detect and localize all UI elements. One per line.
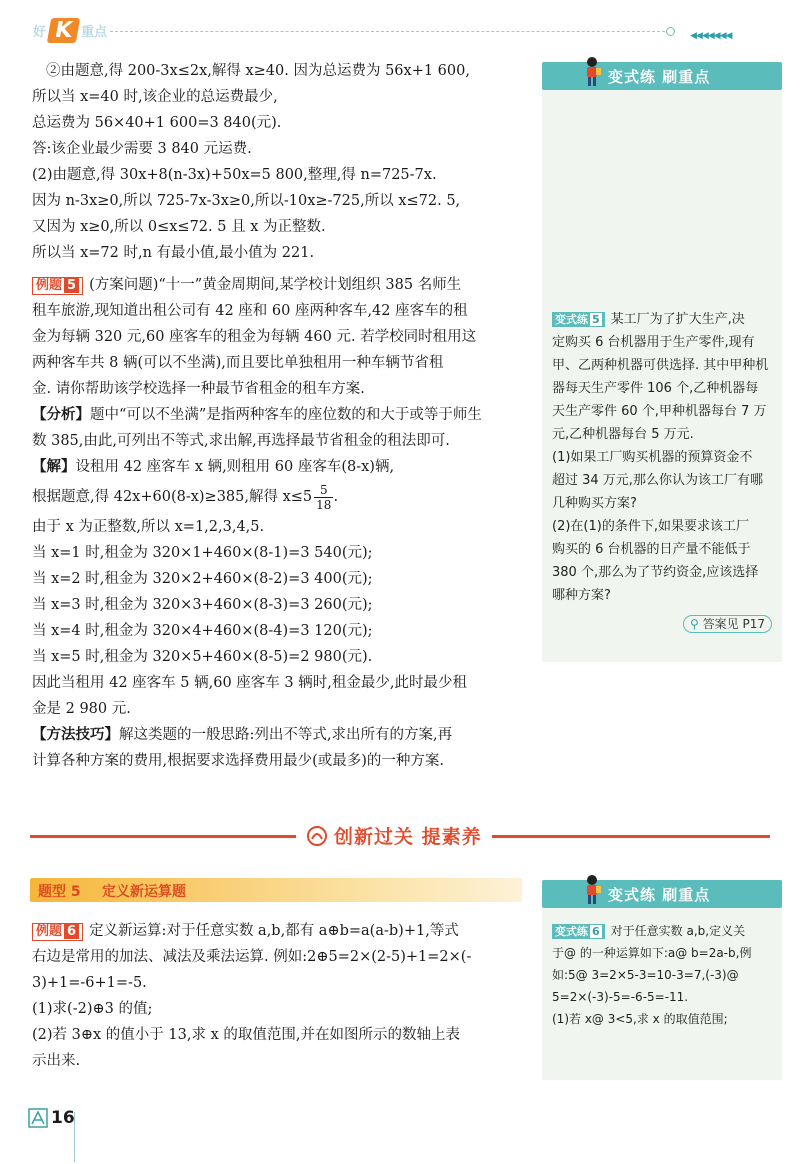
side-panel-variant-6 [542, 880, 782, 1080]
side-panel-title: 变式练 刷重点 [608, 886, 711, 904]
side-panel-title: 变式练 刷重点 [608, 68, 711, 86]
text-line: 如:5@ 3=2×5-3=10-3=7,(-3)@ [552, 968, 739, 982]
text-line: 答:该企业最少需要 3 840 元运费. [32, 141, 252, 157]
text-line: (1)如果工厂购买机器的预算资金不 [552, 450, 753, 465]
answer-reference-badge[interactable]: ⚲ 答案见 P17 [683, 615, 772, 633]
text-line: 购买的 6 台机器的日产量不能低于 [552, 542, 751, 557]
header-dashed-line [110, 31, 670, 32]
text-line: 租车旅游,现知道出租公司有 42 座和 60 座两种客车,42 座客车的租 [32, 303, 468, 319]
text-line: (2)由题意,得 30x+8(n-3x)+50x=5 800,整理,得 n=725-7x. [32, 167, 437, 183]
method-label: 【方法技巧】 [32, 726, 119, 743]
text-line: 因为 n-3x≥0,所以 725-7x-3x≥0,所以-10x≥-725,所以 x≤72. 5, [32, 193, 461, 209]
text-line: 所以当 x=40 时,该企业的总运费最少, [32, 89, 278, 105]
text-line: 所以当 x=72 时,n 有最小值,最小值为 221. [32, 245, 315, 261]
text-line: (2)在(1)的条件下,如果要求该工厂 [552, 519, 749, 534]
text-line: 甲、乙两种机器可供选择. 其中甲种机 [552, 358, 769, 373]
page-badge-icon [28, 1108, 48, 1128]
pin-icon: ⚲ [690, 617, 699, 631]
logo-letter: K [47, 18, 80, 43]
text-line: 当 x=3 时,租金为 320×3+460×(8-3)=3 260(元); [32, 597, 373, 613]
text-line: 几种购买方案? [552, 496, 637, 511]
text-line: (1)求(-2)⊕3 的值; [32, 1001, 153, 1017]
text-line: 器每天生产零件 106 个,乙种机器每 [552, 381, 759, 396]
text-line: 定购买 6 台机器用于生产零件,现有 [552, 335, 755, 350]
text-line: 5=2×(-3)-5=-6-5=-11. [552, 990, 689, 1004]
text-line: ②由题意,得 200-3x≤2x,解得 x≥40. 因为总运费为 56x+1 600, [46, 63, 470, 79]
analysis-label: 【分析】 [32, 406, 90, 423]
side-panel-header [542, 62, 782, 90]
side-panel-variant-5 [542, 62, 782, 662]
text-line: 又因为 x≥0,所以 0≤x≤72. 5 且 x 为正整数. [32, 219, 326, 235]
text-line: 由于 x 为正整数,所以 x=1,2,3,4,5. [32, 519, 265, 535]
text-line: 于@ 的一种运算如下:a@ b=2a-b,例 [552, 946, 752, 960]
logo-left-text: 好 [33, 24, 47, 40]
method-section [32, 722, 532, 748]
page-number-text: 16 [51, 1108, 75, 1128]
text-line: (1)若 x@ 3<5,求 x 的取值范围; [552, 1012, 728, 1026]
solution-section [32, 454, 532, 480]
solution-label: 【解】 [32, 458, 76, 475]
variant-tag: 变式练 5 [552, 312, 605, 327]
text-line: 因此当租用 42 座客车 5 辆,60 座客车 3 辆时,租金最少,此时最少租 [32, 675, 467, 691]
student-figure-icon [582, 56, 602, 88]
page-header [0, 0, 800, 48]
variant-5-heading [552, 308, 772, 331]
text-line: 根据题意,得 42x+60(8-x)≥385,解得 x≤5 [32, 489, 313, 505]
main-content [32, 58, 532, 774]
innovation-icon [306, 825, 328, 847]
text-line: 示出来. [32, 1053, 81, 1069]
variant-6-heading [552, 920, 772, 942]
question-type-bar [30, 878, 522, 902]
text-line: 计算各种方案的费用,根据要求选择费用最少(或最多)的一种方案. [32, 753, 445, 769]
text-line: 某工厂为了扩大生产,决 [610, 312, 745, 327]
text-line: 380 个,那么为了节约资金,应该选择 [552, 565, 759, 580]
question-type-label: 题型 5 [38, 884, 81, 900]
example-tag: 例题 5 [32, 277, 83, 295]
student-figure-icon [582, 874, 602, 906]
answer-ref-row [552, 613, 772, 636]
example-6-heading [32, 918, 532, 944]
text-line: 设租用 42 座客车 x 辆,则租用 60 座客车(8-x)辆, [75, 459, 395, 475]
fraction: $\frac{5}{18}$ [316, 482, 332, 512]
example-5-heading [32, 272, 532, 298]
text-line: 元,乙种机器每台 5 万元. [552, 427, 694, 442]
text-line: 两种客车共 8 辆(可以不坐满),而且要比单独租用一种车辆节省租 [32, 355, 444, 371]
text-line: 对于任意实数 a,b,定义关 [610, 924, 746, 938]
text-line: 金. 请你帮助该学校选择一种最节省租金的租车方案. [32, 381, 365, 397]
text-line: (方案问题)“十一”黄金周期间,某学校计划组织 385 名师生 [89, 277, 462, 293]
brand-logo [30, 18, 110, 42]
text-line: 3)+1=-6+1=-5. [32, 975, 147, 991]
logo-right-text: 重点 [81, 24, 108, 40]
text-line: 金是 2 980 元. [32, 701, 131, 717]
side-panel-body [542, 90, 782, 644]
divider-title: 创新过关 提素养 [334, 826, 482, 848]
example-tag: 例题 6 [32, 923, 83, 941]
text-line: 当 x=4 时,租金为 320×4+460×(8-4)=3 120(元); [32, 623, 373, 639]
side-panel-header [542, 880, 782, 908]
analysis-section [32, 402, 532, 428]
page-corner-line [74, 1112, 75, 1162]
text-line: (2)若 3⊕x 的值小于 13,求 x 的取值范围,并在如图所示的数轴上表 [32, 1027, 460, 1043]
page-number [28, 1108, 75, 1128]
section-divider-label [296, 822, 492, 849]
text-line: 哪种方案? [552, 588, 611, 603]
solution-fraction-line [32, 480, 532, 514]
text-line: 解这类题的一般思路:列出不等式,求出所有的方案,再 [119, 727, 453, 743]
text-line: 数 385,由此,可列出不等式,求出解,再选择最节省租金的租法即可. [32, 433, 450, 449]
text-punct: . [333, 489, 339, 505]
variant-tag: 变式练 6 [552, 924, 605, 939]
text-line: 超过 34 万元,那么你认为该工厂有哪 [552, 473, 763, 488]
text-line: 右边是常用的加法、减法及乘法运算. 例如:2⊕5=2×(2-5)+1=2×(- [32, 949, 472, 965]
text-line: 金为每辆 320 元,60 座客车的租金为每辆 460 元. 若学校同时租用这 [32, 329, 477, 345]
question-type-title: 定义新运算题 [102, 884, 186, 900]
example-6-content [32, 918, 532, 1074]
header-dot-icon [666, 27, 675, 36]
side-panel-body [542, 908, 782, 1038]
text-line: 当 x=1 时,租金为 320×1+460×(8-1)=3 540(元); [32, 545, 373, 561]
text-line: 总运费为 56×40+1 600=3 840(元). [32, 115, 282, 131]
text-line: 天生产零件 60 个,甲种机器每台 7 万 [552, 404, 767, 419]
text-line: 题中“可以不坐满”是指两种客车的座位数的和大于或等于师生 [90, 407, 482, 423]
header-arrows-icon: ◀◀◀◀◀◀◀ [690, 31, 732, 41]
text-line: 当 x=5 时,租金为 320×5+460×(8-5)=2 980(元). [32, 649, 373, 665]
text-line: 定义新运算:对于任意实数 a,b,都有 a⊕b=a(a-b)+1,等式 [89, 923, 459, 939]
text-line: 当 x=2 时,租金为 320×2+460×(8-2)=3 400(元); [32, 571, 373, 587]
